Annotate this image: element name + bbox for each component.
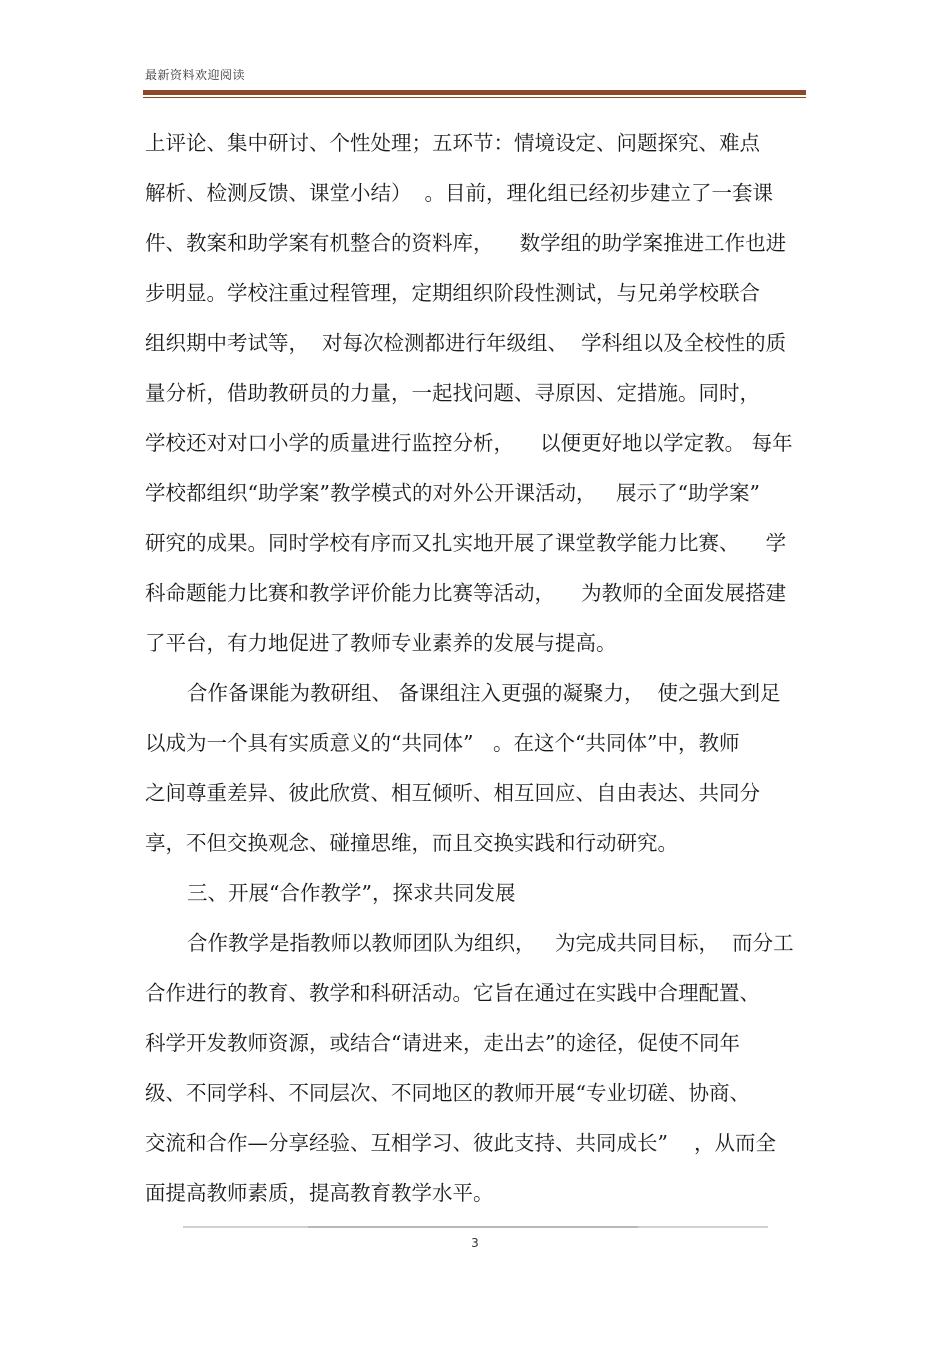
text-line: 级、不同学科、不同层次、不同地区的教师开展“专业切磋、协商、 [145,1081,750,1105]
text-line: 步明显。学校注重过程管理，定期组织阶段性测试，与兄弟学校联合 [145,281,760,305]
footer-rule-shade [308,1226,638,1228]
page-number: 3 [471,1236,479,1250]
text-line: 之间尊重差异、彼此欣赏、相互倾听、相互回应、自由表达、共同分 [145,781,760,805]
text-line: 组织期中考试等， 对每次检测都进行年级组、 学科组以及全校性的质 [145,331,787,355]
text-line: 以成为一个具有实质意义的“共同体” 。在这个“共同体”中，教师 [145,731,740,755]
running-header: 最新资料欢迎阅读 [145,68,246,82]
text-line: 科命题能力比赛和教学评价能力比赛等活动， 为教师的全面发展搭建 [145,581,787,605]
text-line: 研究的成果。同时学校有序而又扎实地开展了课堂教学能力比赛、 学 [145,531,787,555]
text-line: 上评论、集中研讨、个性处理；五环节：情境设定、问题探究、难点 [145,131,760,155]
text-line: 科学开发教师资源，或结合“请进来，走出去”的途径，促使不同年 [145,1031,740,1055]
document-body [145,118,807,1218]
text-line: 学校还对对口小学的质量进行监控分析， 以便更好地以学定教。 每年 [145,431,793,455]
text-line: 合作教学是指教师以教师团队为组织， 为完成共同目标， 而分工 [187,931,794,955]
text-line: 合作备课能为教研组、 备课组注入更强的凝聚力， 使之强大到足 [187,681,781,705]
text-line: 了平台，有力地促进了教师专业素养的发展与提高。 [145,631,617,655]
text-line: 件、教案和助学案有机整合的资料库， 数学组的助学案推进工作也进 [145,231,787,255]
text-line: 享，不但交换观念、碰撞思维，而且交换实践和行动研究。 [145,831,678,855]
text-line: 量分析，借助教研员的力量，一起找问题、寻原因、定措施。同时， [145,381,760,405]
text-line: 面提高教师素质，提高教育教学水平。 [145,1181,494,1205]
text-line: 解析、检测反馈、课堂小结） 。目前，理化组已经初步建立了一套课 [145,181,774,205]
text-line: 交流和合作—分享经验、互相学习、彼此支持、共同成长” ，从而全 [145,1131,777,1155]
header-rule-thin [143,97,806,98]
text-line: 三、开展“合作教学”，探求共同发展 [187,881,516,905]
header-rule [143,90,806,98]
text-line: 合作进行的教育、教学和科研活动。它旨在通过在实践中合理配置、 [145,981,760,1005]
footer-rule [183,1226,768,1228]
text-line: 学校都组织“助学案”教学模式的对外公开课活动， 展示了“助学案” [145,481,760,505]
